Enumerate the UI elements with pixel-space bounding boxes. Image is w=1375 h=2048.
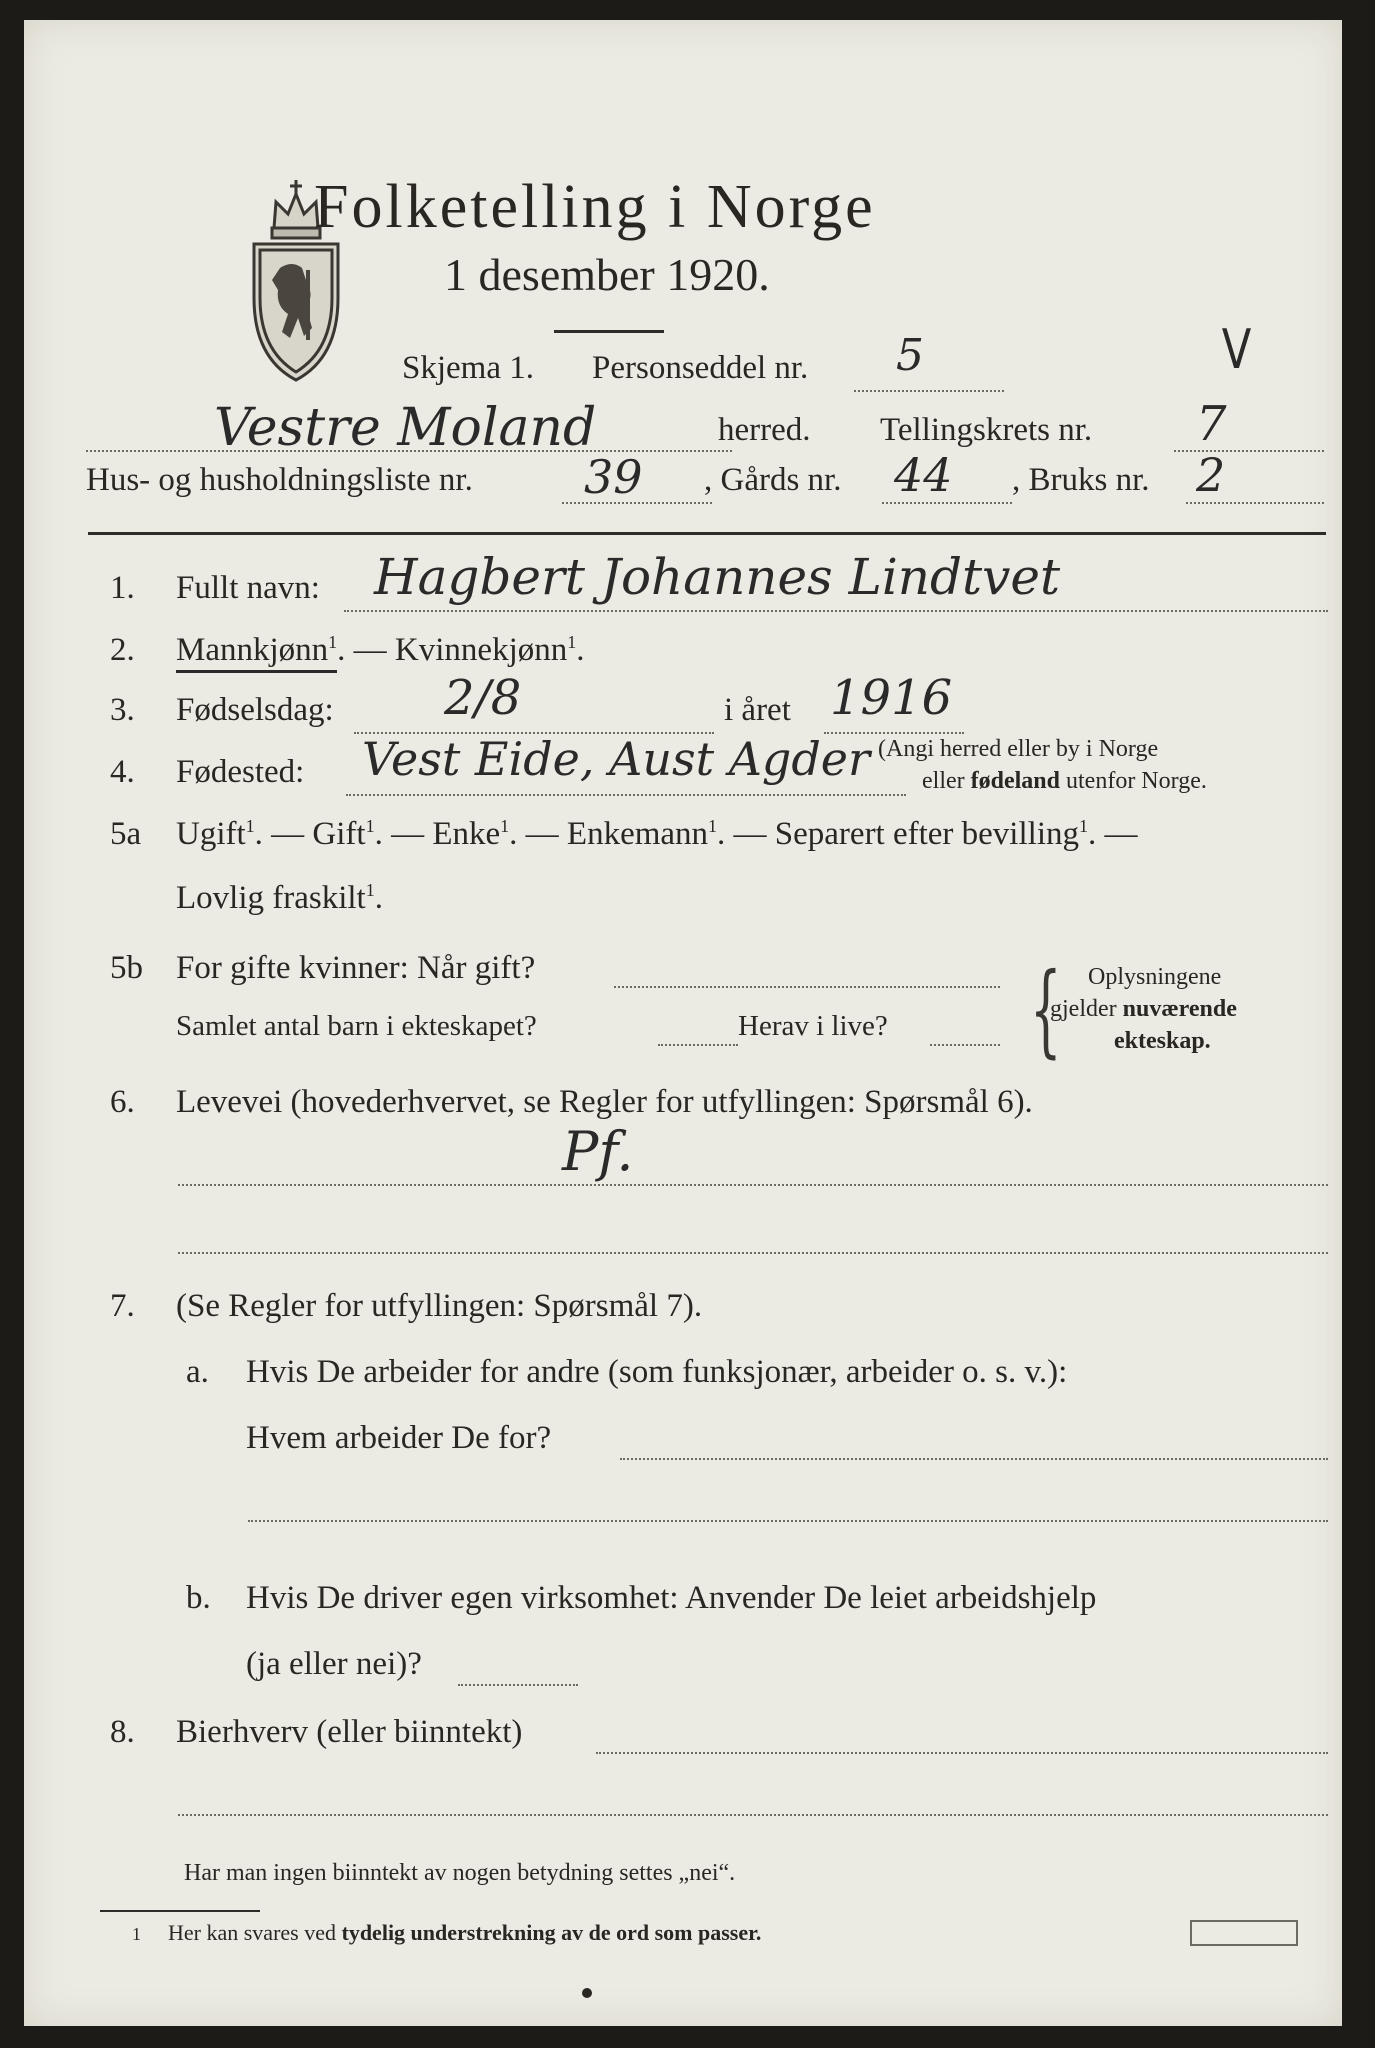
bruks-number[interactable]: 2 (1196, 448, 1226, 502)
birthplace-value[interactable]: Vest Eide, Aust Agder (362, 732, 871, 786)
q2-options: Mannkjønn$^1$. — Kvinnekjønn$^1$. (176, 632, 585, 669)
q5b-number: 5b (110, 950, 143, 986)
q7b-answer-label: (ja eller nei)? (246, 1646, 422, 1682)
footnote-number: 1 (132, 1924, 141, 1944)
birth-year-value[interactable]: 1916 (830, 670, 953, 726)
q4-label: Fødested: (176, 754, 305, 790)
info-brace: { (1029, 951, 1062, 1068)
hus-number[interactable]: 39 (584, 450, 643, 504)
marital-enke-option[interactable]: Enke$^1$ (432, 816, 510, 852)
q6-number: 6. (110, 1084, 135, 1120)
occupation-value[interactable]: Pf. (562, 1120, 634, 1183)
q3-label: Fødselsdag: (176, 692, 334, 728)
gards-number[interactable]: 44 (894, 448, 953, 502)
q1-number: 1. (110, 570, 135, 606)
personseddel-number[interactable]: 5 (896, 330, 924, 381)
header-rule (88, 532, 1326, 535)
q7-number: 7. (110, 1288, 135, 1324)
personseddel-label: Personseddel nr. (592, 350, 809, 386)
q8-number: 8. (110, 1714, 135, 1750)
birth-date-value[interactable]: 2/8 (444, 670, 522, 726)
footnote-text: Her kan svares ved tydelig understrekning av de ord som passer. (168, 1920, 762, 1945)
hus-label: Hus- og husholdningsliste nr. (86, 462, 473, 498)
q1-label: Fullt navn: (176, 570, 320, 606)
marital-separert-option[interactable]: Separert efter bevilling$^1$ (774, 816, 1088, 852)
q7a-number: a. (186, 1354, 209, 1390)
q3-year-label: i året (724, 692, 791, 728)
marital-ugift-option[interactable]: Ugift$^1$ (176, 816, 255, 852)
q7b-number: b. (186, 1580, 211, 1616)
q5b-note-line3: ekteskap. (1114, 1028, 1211, 1054)
q6-label: Levevei (hovederhvervet, se Regler for utfyllingen: Spørsmål 6). (176, 1084, 1033, 1120)
ink-dot (582, 1988, 592, 1998)
q3-number: 3. (110, 692, 135, 728)
q7a-employer-label: Hvem arbeider De for? (246, 1420, 552, 1456)
q2-number: 2. (110, 632, 135, 668)
herred-name[interactable]: Vestre Moland (214, 398, 597, 458)
q5b-note-line2: gjelder nuværende (1050, 996, 1237, 1022)
page-title: Folketelling i Norge (314, 173, 876, 241)
census-date: 1 desember 1920. (444, 249, 770, 300)
q8-label: Bierhverv (eller biinntekt) (176, 1714, 523, 1750)
q5b-label-alive: Herav i live? (738, 1010, 888, 1042)
q8-note: Har man ingen biinntekt av nogen betydning settes „nei“. (184, 1860, 736, 1886)
skjema-label: Skjema 1. (402, 350, 534, 386)
full-name-value[interactable]: Hagbert Johannes Lindtvet (374, 548, 1061, 606)
gender-female-option[interactable]: Kvinnekjønn$^1$ (394, 632, 577, 668)
q5a-number: 5a (110, 816, 142, 852)
q4-number: 4. (110, 754, 135, 790)
tellingskrets-number[interactable]: 7 (1196, 396, 1227, 452)
gender-male-option[interactable]: Mannkjønn$^1$ (176, 632, 337, 673)
q7a-label: Hvis De arbeider for andre (som funksjonær, arbeider o. s. v.): (246, 1354, 1068, 1390)
q4-note-line1: (Angi herred eller by i Norge (878, 736, 1159, 762)
q5b-note-line1: Oplysningene (1088, 964, 1222, 990)
footnote-rule (100, 1910, 260, 1912)
census-form-page (24, 20, 1342, 2026)
marital-enkemann-option[interactable]: Enkemann$^1$ (566, 816, 718, 852)
title-divider (554, 330, 664, 333)
marital-status-options: Ugift$^1$. — Gift$^1$. — Enke$^1$. — Enkemann$^1$. — Separert efter bevilling$^1$. — (176, 816, 1138, 852)
q7b-label: Hvis De driver egen virksomhet: Anvender De leiet arbeidshjelp (246, 1580, 1097, 1616)
gards-label: , Gårds nr. (704, 462, 842, 498)
bruks-label: , Bruks nr. (1012, 462, 1150, 498)
tellingskrets-label: Tellingskrets nr. (880, 412, 1093, 448)
q4-note-line2: eller fødeland utenfor Norge. (922, 768, 1207, 794)
herred-label: herred. (718, 412, 811, 448)
marital-fraskilt-option[interactable]: Lovlig fraskilt$^1$. (176, 880, 383, 916)
printer-stamp (1190, 1920, 1298, 1946)
marital-gift-option[interactable]: Gift$^1$ (312, 816, 375, 852)
q5b-label-married: For gifte kvinner: Når gift? (176, 950, 536, 986)
q7-label: (Se Regler for utfyllingen: Spørsmål 7). (176, 1288, 703, 1324)
q5b-label-children: Samlet antal barn i ekteskapet? (176, 1010, 537, 1042)
check-mark: V (1221, 318, 1252, 381)
